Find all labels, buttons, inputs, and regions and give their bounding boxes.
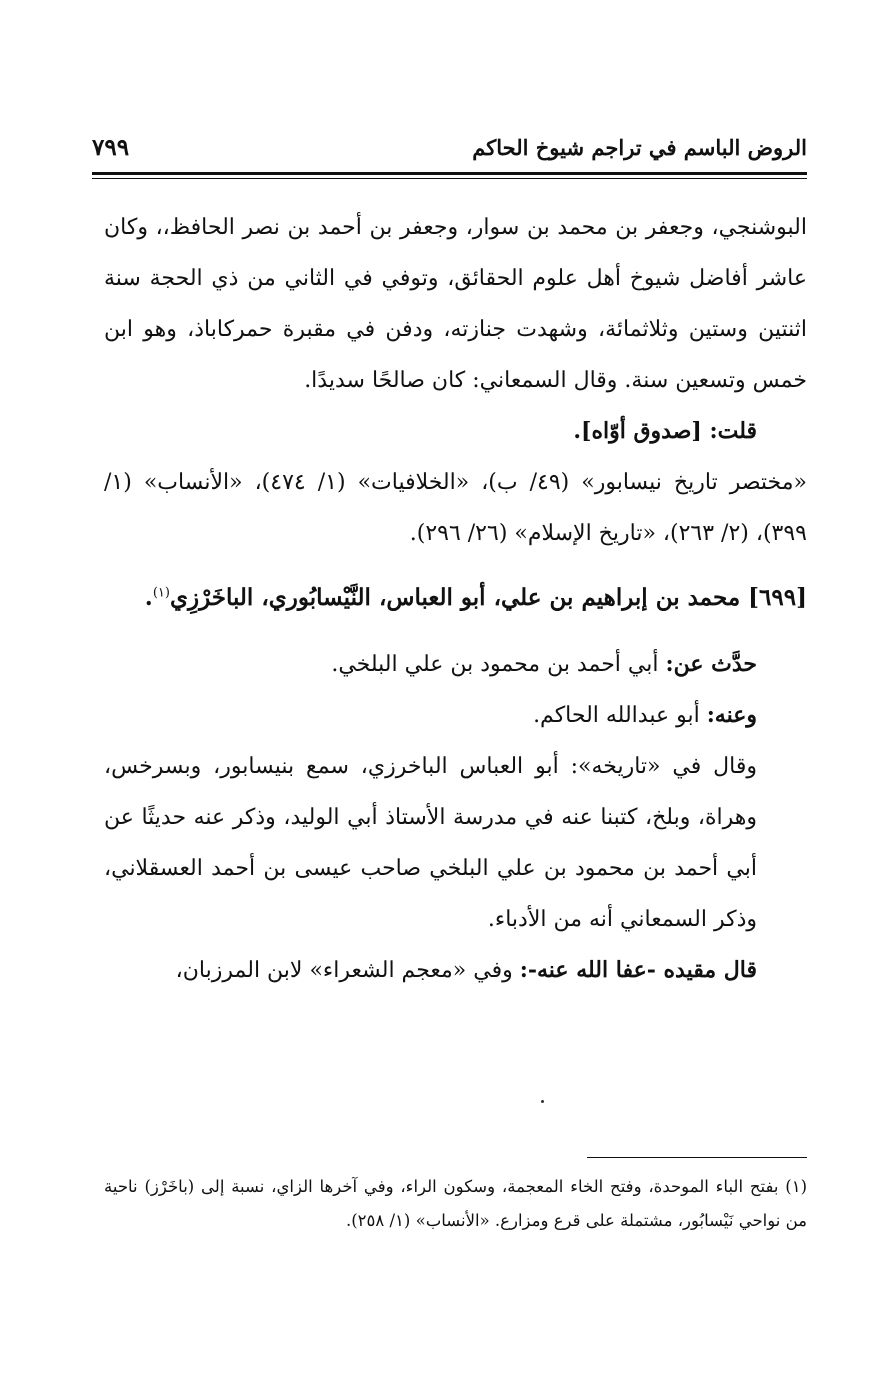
running-header [92, 128, 807, 168]
biography-continuation: البوشنجي، وجعفر بن محمد بن سوار، وجعفر بن أحمد بن نصر الحافظ،، وكان عاشر أفاضل شيوخ أهل علوم الحقائق، وتوفي في الثاني من ذي الحجة سنة اثنتين وستين وثلاثمائة، وشهدت جنازته، ودفن في مقبرة حمركاباذ، وهو ابن خمس وتسعين سنة. وقال السمعاني: كان صالحًا سديدًا. [104, 215, 807, 393]
entry-heading-text: [٦٩٩] محمد بن إبراهيم بن علي، أبو العباس، النَّيْسابُوري، الباخَرْزِي [169, 584, 807, 611]
footnote-1: (١) بفتح الباء الموحدة، وفتح الخاء المعجمة، وسكون الراء، وفي آخرها الزاي، نسبة إلى (باخَرْز) ناحية من نواحي نَيْسابُور، مشتملة على قرع ومزارع. «الأنساب» (١/ ٢٥٨). [104, 1177, 807, 1230]
header-rule [92, 172, 807, 175]
narrated-by-text: أبو عبدالله الحاكم. [533, 703, 700, 728]
narrated-by-line [104, 690, 807, 741]
footnote-separator [587, 1157, 807, 1158]
page-number: ٧٩٩ [92, 134, 130, 161]
editor-label: قال مقيده -عفا الله عنه-: [519, 957, 757, 983]
running-title: الروض الباسم في تراجم شيوخ الحاكم [472, 135, 807, 160]
narrated-from-line [104, 639, 807, 690]
editor-text: وفي «معجم الشعراء» لابن المرزبان، [175, 958, 513, 983]
verdict-line: قلت: [صدوق أوّاه]. [573, 418, 757, 444]
main-text [104, 202, 807, 996]
entry-heading-end: . [144, 584, 153, 611]
footnotes [104, 1170, 807, 1238]
header-rule-thin [92, 178, 807, 179]
narrated-from-label: حدَّث عن: [665, 651, 757, 677]
footnote-ref: (١) [152, 585, 170, 601]
sources-line: «مختصر تاريخ نيسابور» (٤٩/ ب)، «الخلافيات» (١/ ٤٧٤)، «الأنساب» (١/ ٣٩٩)، (٢/ ٢٦٣)، «تاريخ الإسلام» (٢٦/ ٢٩٦). [104, 470, 808, 546]
narrated-by-label: وعنه: [706, 702, 757, 728]
narrated-from-text: أبي أحمد بن محمود بن علي البلخي. [331, 652, 659, 677]
entry-heading [104, 571, 807, 625]
ink-speck [541, 1100, 544, 1103]
editor-note [104, 945, 807, 996]
hakim-quote: وقال في «تاريخه»: أبو العباس الباخرزي، سمع بنيسابور، وبسرخس، وهراة، وبلخ، كتبنا عنه في مدرسة الأستاذ أبي الوليد، وذكر عنه حديثًا عن أبي أحمد بن محمود بن علي البلخي صاحب عيسى بن أحمد العسقلاني، وذكر السمعاني أنه من الأدباء. [104, 754, 757, 932]
